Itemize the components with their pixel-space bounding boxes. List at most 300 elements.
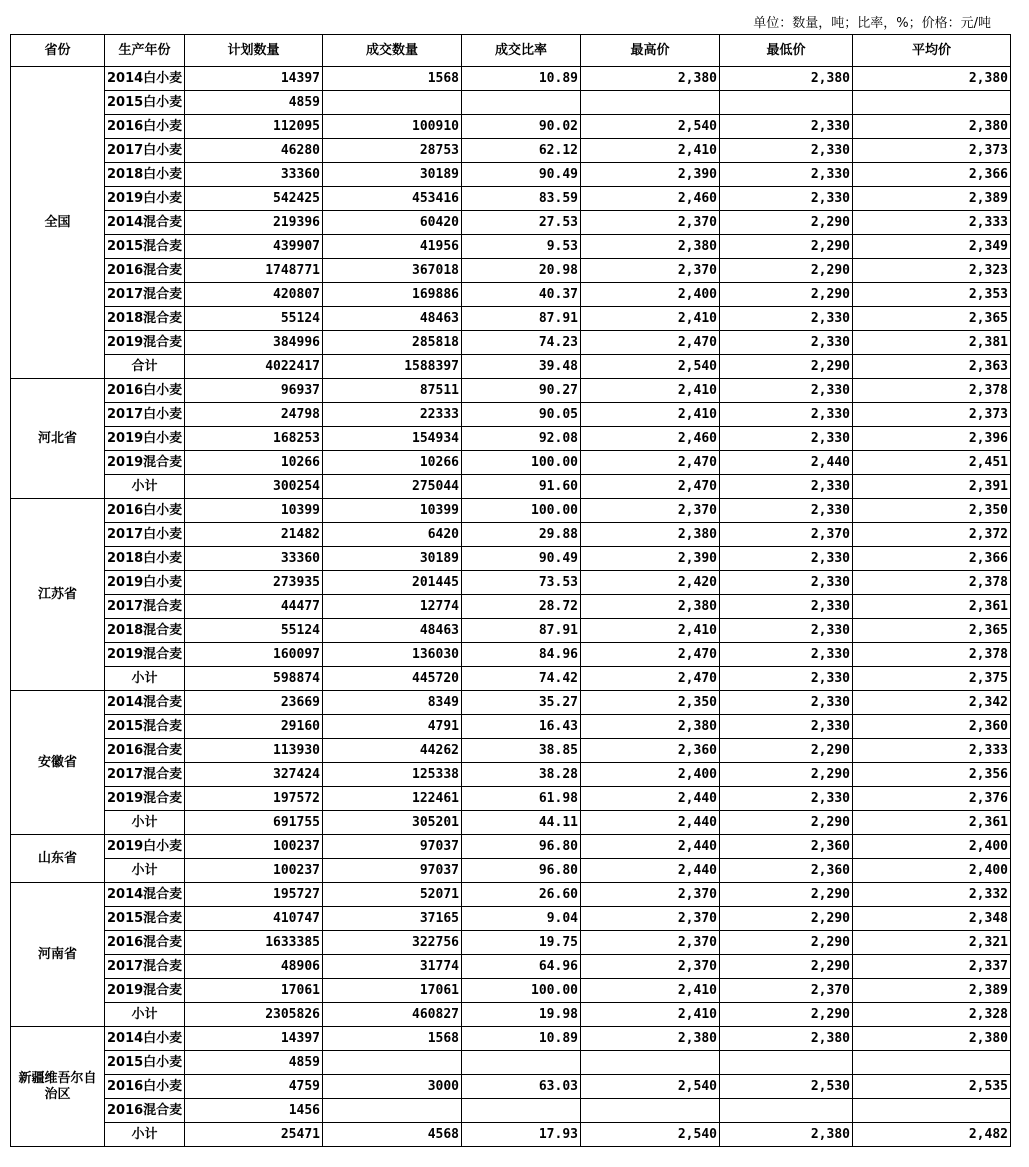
production-year-cell: 小计 — [105, 475, 185, 499]
max-price-cell: 2,460 — [581, 187, 720, 211]
traded-qty-cell: 10399 — [323, 499, 462, 523]
max-price-cell: 2,370 — [581, 211, 720, 235]
trade-ratio-cell — [462, 1099, 581, 1123]
header-min-price: 最低价 — [720, 35, 853, 67]
max-price-cell: 2,470 — [581, 451, 720, 475]
table-row — [11, 643, 1011, 667]
min-price-cell: 2,330 — [720, 595, 853, 619]
trade-ratio-cell: 35.27 — [462, 691, 581, 715]
trade-ratio-cell: 84.96 — [462, 643, 581, 667]
table-row — [11, 211, 1011, 235]
avg-price-cell: 2,363 — [853, 355, 1011, 379]
planned-qty-cell: 14397 — [185, 1027, 323, 1051]
production-year-cell: 2014混合麦 — [105, 211, 185, 235]
table-row — [11, 595, 1011, 619]
max-price-cell: 2,370 — [581, 907, 720, 931]
traded-qty-cell: 285818 — [323, 331, 462, 355]
min-price-cell: 2,290 — [720, 907, 853, 931]
avg-price-cell: 2,373 — [853, 139, 1011, 163]
province-cell: 江苏省 — [11, 499, 105, 691]
table-row — [11, 355, 1011, 379]
table-row — [11, 403, 1011, 427]
min-price-cell: 2,290 — [720, 211, 853, 235]
table-row — [11, 907, 1011, 931]
production-year-cell: 2019混合麦 — [105, 331, 185, 355]
traded-qty-cell — [323, 1099, 462, 1123]
trade-ratio-cell: 26.60 — [462, 883, 581, 907]
planned-qty-cell: 4759 — [185, 1075, 323, 1099]
avg-price-cell: 2,400 — [853, 835, 1011, 859]
table-row — [11, 787, 1011, 811]
avg-price-cell: 2,356 — [853, 763, 1011, 787]
planned-qty-cell: 1748771 — [185, 259, 323, 283]
planned-qty-cell: 219396 — [185, 211, 323, 235]
max-price-cell: 2,540 — [581, 1123, 720, 1147]
production-year-cell: 小计 — [105, 1123, 185, 1147]
avg-price-cell: 2,381 — [853, 331, 1011, 355]
production-year-cell: 2016白小麦 — [105, 1075, 185, 1099]
traded-qty-cell: 1588397 — [323, 355, 462, 379]
min-price-cell: 2,330 — [720, 667, 853, 691]
avg-price-cell: 2,321 — [853, 931, 1011, 955]
avg-price-cell: 2,378 — [853, 571, 1011, 595]
planned-qty-cell: 21482 — [185, 523, 323, 547]
production-year-cell: 2017混合麦 — [105, 283, 185, 307]
header-traded: 成交数量 — [323, 35, 462, 67]
table-row — [11, 859, 1011, 883]
min-price-cell — [720, 91, 853, 115]
max-price-cell: 2,370 — [581, 499, 720, 523]
planned-qty-cell: 168253 — [185, 427, 323, 451]
min-price-cell: 2,330 — [720, 715, 853, 739]
table-row — [11, 475, 1011, 499]
province-cell: 全国 — [11, 67, 105, 379]
table-row — [11, 67, 1011, 91]
header-row — [11, 35, 1011, 67]
table-row — [11, 1075, 1011, 1099]
planned-qty-cell: 55124 — [185, 307, 323, 331]
planned-qty-cell: 44477 — [185, 595, 323, 619]
max-price-cell: 2,380 — [581, 523, 720, 547]
trade-ratio-cell: 19.75 — [462, 931, 581, 955]
max-price-cell: 2,440 — [581, 811, 720, 835]
traded-qty-cell: 8349 — [323, 691, 462, 715]
max-price-cell: 2,540 — [581, 1075, 720, 1099]
min-price-cell: 2,330 — [720, 691, 853, 715]
min-price-cell: 2,290 — [720, 259, 853, 283]
avg-price-cell: 2,380 — [853, 67, 1011, 91]
production-year-cell: 2018白小麦 — [105, 547, 185, 571]
planned-qty-cell: 691755 — [185, 811, 323, 835]
planned-qty-cell: 197572 — [185, 787, 323, 811]
production-year-cell: 小计 — [105, 1003, 185, 1027]
min-price-cell: 2,330 — [720, 163, 853, 187]
planned-qty-cell: 23669 — [185, 691, 323, 715]
trade-ratio-cell: 100.00 — [462, 451, 581, 475]
avg-price-cell: 2,333 — [853, 739, 1011, 763]
traded-qty-cell: 453416 — [323, 187, 462, 211]
table-row — [11, 427, 1011, 451]
max-price-cell: 2,350 — [581, 691, 720, 715]
avg-price-cell: 2,361 — [853, 595, 1011, 619]
avg-price-cell: 2,391 — [853, 475, 1011, 499]
production-year-cell: 2018混合麦 — [105, 619, 185, 643]
min-price-cell: 2,330 — [720, 475, 853, 499]
max-price-cell: 2,380 — [581, 1027, 720, 1051]
avg-price-cell: 2,451 — [853, 451, 1011, 475]
avg-price-cell: 2,535 — [853, 1075, 1011, 1099]
trade-ratio-cell: 61.98 — [462, 787, 581, 811]
production-year-cell: 2016混合麦 — [105, 739, 185, 763]
header-avg-price: 平均价 — [853, 35, 1011, 67]
max-price-cell: 2,410 — [581, 379, 720, 403]
avg-price-cell: 2,378 — [853, 643, 1011, 667]
table-row — [11, 451, 1011, 475]
min-price-cell: 2,370 — [720, 979, 853, 1003]
max-price-cell: 2,400 — [581, 283, 720, 307]
planned-qty-cell: 25471 — [185, 1123, 323, 1147]
planned-qty-cell: 300254 — [185, 475, 323, 499]
trade-ratio-cell — [462, 1051, 581, 1075]
header-planned: 计划数量 — [185, 35, 323, 67]
planned-qty-cell: 24798 — [185, 403, 323, 427]
trade-ratio-cell: 90.27 — [462, 379, 581, 403]
planned-qty-cell: 598874 — [185, 667, 323, 691]
production-year-cell: 2015白小麦 — [105, 1051, 185, 1075]
production-year-cell: 2017白小麦 — [105, 139, 185, 163]
min-price-cell: 2,330 — [720, 427, 853, 451]
production-year-cell: 2015混合麦 — [105, 235, 185, 259]
planned-qty-cell: 112095 — [185, 115, 323, 139]
avg-price-cell: 2,323 — [853, 259, 1011, 283]
traded-qty-cell: 10266 — [323, 451, 462, 475]
max-price-cell: 2,410 — [581, 979, 720, 1003]
header-province: 省份 — [11, 35, 105, 67]
table-row — [11, 259, 1011, 283]
header-ratio: 成交比率 — [462, 35, 581, 67]
avg-price-cell: 2,389 — [853, 979, 1011, 1003]
trade-ratio-cell: 92.08 — [462, 427, 581, 451]
traded-qty-cell: 125338 — [323, 763, 462, 787]
production-year-cell: 2016混合麦 — [105, 931, 185, 955]
min-price-cell: 2,290 — [720, 1003, 853, 1027]
avg-price-cell: 2,333 — [853, 211, 1011, 235]
trade-ratio-cell: 90.49 — [462, 547, 581, 571]
trade-ratio-cell: 29.88 — [462, 523, 581, 547]
table-row — [11, 139, 1011, 163]
min-price-cell: 2,360 — [720, 859, 853, 883]
trade-ratio-cell: 91.60 — [462, 475, 581, 499]
planned-qty-cell: 327424 — [185, 763, 323, 787]
traded-qty-cell: 87511 — [323, 379, 462, 403]
planned-qty-cell: 100237 — [185, 859, 323, 883]
header-year: 生产年份 — [105, 35, 185, 67]
production-year-cell: 2019混合麦 — [105, 979, 185, 1003]
min-price-cell: 2,290 — [720, 931, 853, 955]
table-body — [11, 67, 1011, 1147]
trade-ratio-cell: 96.80 — [462, 859, 581, 883]
planned-qty-cell: 439907 — [185, 235, 323, 259]
planned-qty-cell: 33360 — [185, 163, 323, 187]
avg-price-cell: 2,350 — [853, 499, 1011, 523]
min-price-cell: 2,380 — [720, 67, 853, 91]
max-price-cell — [581, 1099, 720, 1123]
max-price-cell: 2,380 — [581, 235, 720, 259]
max-price-cell: 2,380 — [581, 595, 720, 619]
trade-ratio-cell: 74.42 — [462, 667, 581, 691]
production-year-cell: 2019混合麦 — [105, 643, 185, 667]
traded-qty-cell: 31774 — [323, 955, 462, 979]
avg-price-cell: 2,380 — [853, 1027, 1011, 1051]
traded-qty-cell: 28753 — [323, 139, 462, 163]
production-year-cell: 2017混合麦 — [105, 595, 185, 619]
traded-qty-cell: 275044 — [323, 475, 462, 499]
trade-ratio-cell: 100.00 — [462, 979, 581, 1003]
auction-results-table — [10, 34, 1011, 1147]
trade-ratio-cell: 64.96 — [462, 955, 581, 979]
table-row — [11, 379, 1011, 403]
min-price-cell: 2,290 — [720, 355, 853, 379]
traded-qty-cell: 37165 — [323, 907, 462, 931]
max-price-cell: 2,540 — [581, 355, 720, 379]
trade-ratio-cell: 16.43 — [462, 715, 581, 739]
traded-qty-cell: 12774 — [323, 595, 462, 619]
planned-qty-cell: 10399 — [185, 499, 323, 523]
max-price-cell: 2,390 — [581, 547, 720, 571]
traded-qty-cell: 4568 — [323, 1123, 462, 1147]
trade-ratio-cell: 87.91 — [462, 307, 581, 331]
min-price-cell: 2,360 — [720, 835, 853, 859]
production-year-cell: 2019白小麦 — [105, 835, 185, 859]
traded-qty-cell — [323, 1051, 462, 1075]
avg-price-cell: 2,366 — [853, 163, 1011, 187]
planned-qty-cell: 46280 — [185, 139, 323, 163]
table-row — [11, 163, 1011, 187]
planned-qty-cell: 17061 — [185, 979, 323, 1003]
table-row — [11, 739, 1011, 763]
min-price-cell: 2,290 — [720, 283, 853, 307]
min-price-cell: 2,380 — [720, 1123, 853, 1147]
trade-ratio-cell: 63.03 — [462, 1075, 581, 1099]
production-year-cell: 2019混合麦 — [105, 451, 185, 475]
trade-ratio-cell: 39.48 — [462, 355, 581, 379]
planned-qty-cell: 195727 — [185, 883, 323, 907]
production-year-cell: 小计 — [105, 859, 185, 883]
trade-ratio-cell — [462, 91, 581, 115]
trade-ratio-cell: 17.93 — [462, 1123, 581, 1147]
table-row — [11, 835, 1011, 859]
production-year-cell: 2017混合麦 — [105, 763, 185, 787]
planned-qty-cell: 4859 — [185, 91, 323, 115]
table-row — [11, 811, 1011, 835]
traded-qty-cell: 41956 — [323, 235, 462, 259]
max-price-cell: 2,410 — [581, 139, 720, 163]
table-row — [11, 883, 1011, 907]
max-price-cell: 2,460 — [581, 427, 720, 451]
max-price-cell — [581, 91, 720, 115]
max-price-cell: 2,440 — [581, 835, 720, 859]
max-price-cell: 2,380 — [581, 715, 720, 739]
avg-price-cell: 2,328 — [853, 1003, 1011, 1027]
avg-price-cell: 2,342 — [853, 691, 1011, 715]
traded-qty-cell: 52071 — [323, 883, 462, 907]
province-cell: 新疆维吾尔自治区 — [11, 1027, 105, 1147]
trade-ratio-cell: 44.11 — [462, 811, 581, 835]
max-price-cell: 2,440 — [581, 787, 720, 811]
table-row — [11, 763, 1011, 787]
traded-qty-cell: 460827 — [323, 1003, 462, 1027]
traded-qty-cell: 154934 — [323, 427, 462, 451]
trade-ratio-cell: 38.85 — [462, 739, 581, 763]
production-year-cell: 2019白小麦 — [105, 187, 185, 211]
traded-qty-cell: 100910 — [323, 115, 462, 139]
min-price-cell: 2,330 — [720, 643, 853, 667]
production-year-cell: 2017白小麦 — [105, 523, 185, 547]
production-year-cell: 2016白小麦 — [105, 379, 185, 403]
production-year-cell: 2015混合麦 — [105, 715, 185, 739]
traded-qty-cell: 3000 — [323, 1075, 462, 1099]
max-price-cell: 2,400 — [581, 763, 720, 787]
max-price-cell: 2,410 — [581, 403, 720, 427]
max-price-cell — [581, 1051, 720, 1075]
table-row — [11, 1051, 1011, 1075]
planned-qty-cell: 1633385 — [185, 931, 323, 955]
max-price-cell: 2,380 — [581, 67, 720, 91]
min-price-cell: 2,290 — [720, 883, 853, 907]
table-row — [11, 115, 1011, 139]
planned-qty-cell: 55124 — [185, 619, 323, 643]
trade-ratio-cell: 28.72 — [462, 595, 581, 619]
traded-qty-cell: 136030 — [323, 643, 462, 667]
avg-price-cell: 2,348 — [853, 907, 1011, 931]
traded-qty-cell: 30189 — [323, 163, 462, 187]
trade-ratio-cell: 96.80 — [462, 835, 581, 859]
max-price-cell: 2,410 — [581, 619, 720, 643]
table-row — [11, 1027, 1011, 1051]
trade-ratio-cell: 9.53 — [462, 235, 581, 259]
min-price-cell: 2,330 — [720, 115, 853, 139]
max-price-cell: 2,360 — [581, 739, 720, 763]
trade-ratio-cell: 40.37 — [462, 283, 581, 307]
traded-qty-cell: 445720 — [323, 667, 462, 691]
min-price-cell: 2,290 — [720, 955, 853, 979]
avg-price-cell: 2,378 — [853, 379, 1011, 403]
avg-price-cell: 2,380 — [853, 115, 1011, 139]
max-price-cell: 2,470 — [581, 643, 720, 667]
min-price-cell: 2,290 — [720, 811, 853, 835]
max-price-cell: 2,540 — [581, 115, 720, 139]
production-year-cell: 2019白小麦 — [105, 571, 185, 595]
trade-ratio-cell: 74.23 — [462, 331, 581, 355]
table-row — [11, 91, 1011, 115]
planned-qty-cell: 384996 — [185, 331, 323, 355]
min-price-cell: 2,330 — [720, 139, 853, 163]
min-price-cell — [720, 1051, 853, 1075]
traded-qty-cell: 48463 — [323, 619, 462, 643]
planned-qty-cell: 4859 — [185, 1051, 323, 1075]
avg-price-cell: 2,376 — [853, 787, 1011, 811]
min-price-cell: 2,330 — [720, 619, 853, 643]
planned-qty-cell: 420807 — [185, 283, 323, 307]
traded-qty-cell: 97037 — [323, 835, 462, 859]
planned-qty-cell: 2305826 — [185, 1003, 323, 1027]
table-row — [11, 187, 1011, 211]
trade-ratio-cell: 83.59 — [462, 187, 581, 211]
min-price-cell: 2,330 — [720, 187, 853, 211]
production-year-cell: 2019白小麦 — [105, 427, 185, 451]
production-year-cell: 2018混合麦 — [105, 307, 185, 331]
table-row — [11, 715, 1011, 739]
table-row — [11, 1123, 1011, 1147]
min-price-cell — [720, 1099, 853, 1123]
production-year-cell: 2014混合麦 — [105, 883, 185, 907]
min-price-cell: 2,380 — [720, 1027, 853, 1051]
max-price-cell: 2,370 — [581, 259, 720, 283]
avg-price-cell: 2,337 — [853, 955, 1011, 979]
planned-qty-cell: 4022417 — [185, 355, 323, 379]
planned-qty-cell: 48906 — [185, 955, 323, 979]
planned-qty-cell: 33360 — [185, 547, 323, 571]
min-price-cell: 2,440 — [720, 451, 853, 475]
avg-price-cell — [853, 1099, 1011, 1123]
traded-qty-cell: 6420 — [323, 523, 462, 547]
production-year-cell: 2014白小麦 — [105, 67, 185, 91]
avg-price-cell: 2,361 — [853, 811, 1011, 835]
min-price-cell: 2,290 — [720, 763, 853, 787]
header-max-price: 最高价 — [581, 35, 720, 67]
avg-price-cell — [853, 1051, 1011, 1075]
production-year-cell: 小计 — [105, 667, 185, 691]
table-row — [11, 523, 1011, 547]
production-year-cell: 2019混合麦 — [105, 787, 185, 811]
planned-qty-cell: 10266 — [185, 451, 323, 475]
trade-ratio-cell: 27.53 — [462, 211, 581, 235]
trade-ratio-cell: 10.89 — [462, 1027, 581, 1051]
planned-qty-cell: 160097 — [185, 643, 323, 667]
min-price-cell: 2,330 — [720, 571, 853, 595]
table-row — [11, 499, 1011, 523]
avg-price-cell: 2,353 — [853, 283, 1011, 307]
table-row — [11, 235, 1011, 259]
planned-qty-cell: 1456 — [185, 1099, 323, 1123]
traded-qty-cell: 367018 — [323, 259, 462, 283]
table-row — [11, 547, 1011, 571]
production-year-cell: 2014白小麦 — [105, 1027, 185, 1051]
traded-qty-cell: 30189 — [323, 547, 462, 571]
trade-ratio-cell: 90.02 — [462, 115, 581, 139]
max-price-cell: 2,370 — [581, 931, 720, 955]
avg-price-cell: 2,396 — [853, 427, 1011, 451]
min-price-cell: 2,330 — [720, 307, 853, 331]
min-price-cell: 2,330 — [720, 379, 853, 403]
trade-ratio-cell: 73.53 — [462, 571, 581, 595]
planned-qty-cell: 273935 — [185, 571, 323, 595]
min-price-cell: 2,330 — [720, 331, 853, 355]
max-price-cell: 2,470 — [581, 667, 720, 691]
max-price-cell: 2,390 — [581, 163, 720, 187]
max-price-cell: 2,370 — [581, 955, 720, 979]
traded-qty-cell: 322756 — [323, 931, 462, 955]
traded-qty-cell: 169886 — [323, 283, 462, 307]
table-row — [11, 307, 1011, 331]
table-row — [11, 667, 1011, 691]
traded-qty-cell: 4791 — [323, 715, 462, 739]
min-price-cell: 2,330 — [720, 787, 853, 811]
table-row — [11, 691, 1011, 715]
table-row — [11, 619, 1011, 643]
production-year-cell: 小计 — [105, 811, 185, 835]
trade-ratio-cell: 9.04 — [462, 907, 581, 931]
